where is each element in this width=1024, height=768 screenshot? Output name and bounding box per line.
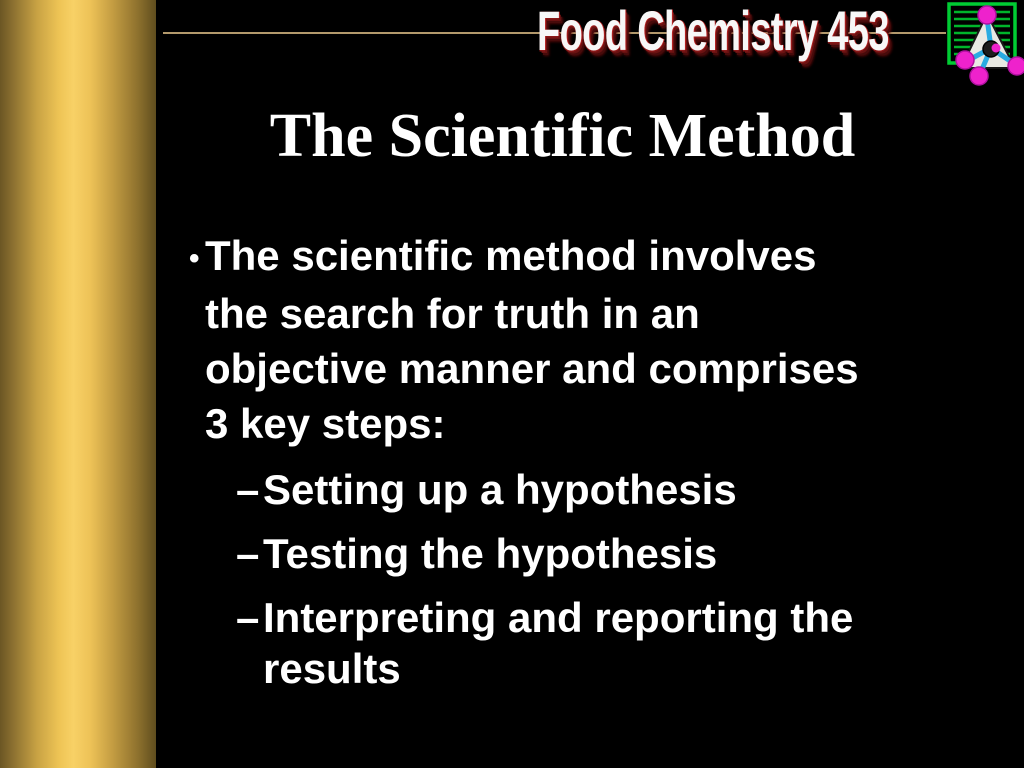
dash-marker: –	[236, 466, 260, 513]
sub-bullet-text: Interpreting and reporting the	[263, 594, 854, 641]
course-logo-text: Food Chemistry 453	[537, 0, 889, 62]
slide-body	[189, 228, 999, 694]
bullet-paragraph	[189, 228, 999, 451]
bullet-line: 3 key steps:	[205, 400, 446, 447]
sub-bullet-line	[236, 592, 999, 643]
sub-bullet-list	[189, 464, 999, 694]
bullet-line: the search for truth in an	[205, 290, 700, 337]
sub-bullet-text: Setting up a hypothesis	[263, 466, 737, 513]
small-atom	[992, 44, 1001, 53]
sub-bullet-line: results	[263, 645, 401, 692]
dash-marker: –	[236, 530, 260, 577]
gold-sidebar-decoration	[0, 0, 156, 768]
bullet-text: The scientific method involves	[205, 232, 817, 279]
sub-bullet-item	[189, 528, 999, 579]
bullet-line: objective manner and comprises	[205, 345, 859, 392]
molecule-icon	[941, 0, 1024, 90]
sub-bullet-line	[236, 464, 999, 515]
slide-title: The Scientific Method	[269, 102, 856, 170]
sub-bullet-text: Testing the hypothesis	[263, 530, 718, 577]
sub-bullet-item	[189, 464, 999, 515]
bullet-line	[189, 228, 999, 286]
sub-bullet-item	[189, 592, 999, 694]
sub-bullet-line	[236, 528, 999, 579]
bullet-dot-marker: •	[189, 242, 200, 275]
dash-marker: –	[236, 594, 260, 641]
